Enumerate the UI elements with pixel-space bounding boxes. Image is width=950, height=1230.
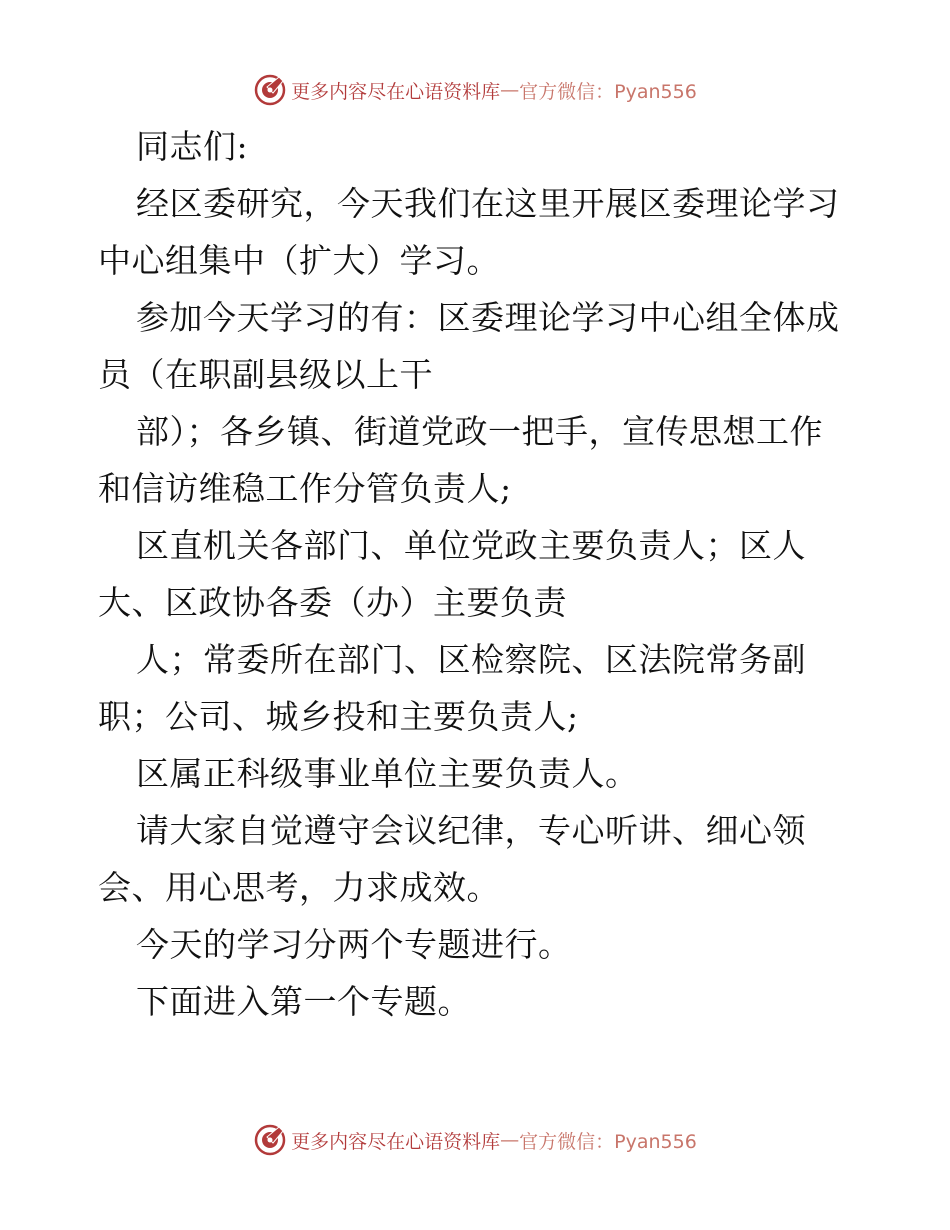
paragraph-line: 区直机关各部门、单位党政主要负责人；区人 — [136, 526, 806, 565]
paragraph-line: 区属正科级事业单位主要负责人。 — [136, 754, 639, 793]
watermark-separator: — — [500, 1129, 520, 1151]
paragraph-line: 今天的学习分两个专题进行。 — [136, 925, 572, 964]
watermark-text: 更多内容尽在心语资料库 — [291, 1130, 501, 1153]
paragraph-line: 职；公司、城乡投和主要负责人; — [98, 697, 579, 736]
watermark-contact: 官方微信：Pyan556 — [519, 1130, 697, 1153]
paragraph-line: 和信访维稳工作分管负责人; — [98, 469, 512, 508]
footer-watermark — [0, 1122, 950, 1158]
watermark-text: 更多内容尽在心语资料库 — [291, 80, 501, 103]
header-watermark — [0, 72, 950, 108]
pen-nib-logo-icon — [253, 1123, 287, 1157]
paragraph-line: 部）；各乡镇、街道党政一把手，宣传思想工作 — [136, 412, 823, 451]
paragraph-line: 人；常委所在部门、区检察院、区法院常务副 — [136, 640, 806, 679]
paragraph-line: 中心组集中（扩大）学习。 — [98, 241, 500, 280]
paragraph-line: 大、区政协各委（办）主要负责 — [98, 583, 567, 622]
document-body — [98, 118, 858, 1030]
salutation-line: 同志们: — [136, 127, 249, 166]
paragraph-line: 参加今天学习的有：区委理论学习中心组全体成 — [136, 298, 840, 337]
paragraph-line: 请大家自觉遵守会议纪律，专心听讲、细心领 — [136, 811, 806, 850]
watermark-contact: 官方微信：Pyan556 — [519, 80, 697, 103]
paragraph-line: 经区委研究，今天我们在这里开展区委理论学习 — [136, 184, 840, 223]
paragraph-line: 下面进入第一个专题。 — [136, 982, 471, 1021]
watermark-separator: — — [500, 79, 520, 101]
paragraph-line: 员（在职副县级以上干 — [98, 355, 433, 394]
pen-nib-logo-icon — [253, 73, 287, 107]
paragraph-line: 会、用心思考，力求成效。 — [98, 868, 500, 907]
